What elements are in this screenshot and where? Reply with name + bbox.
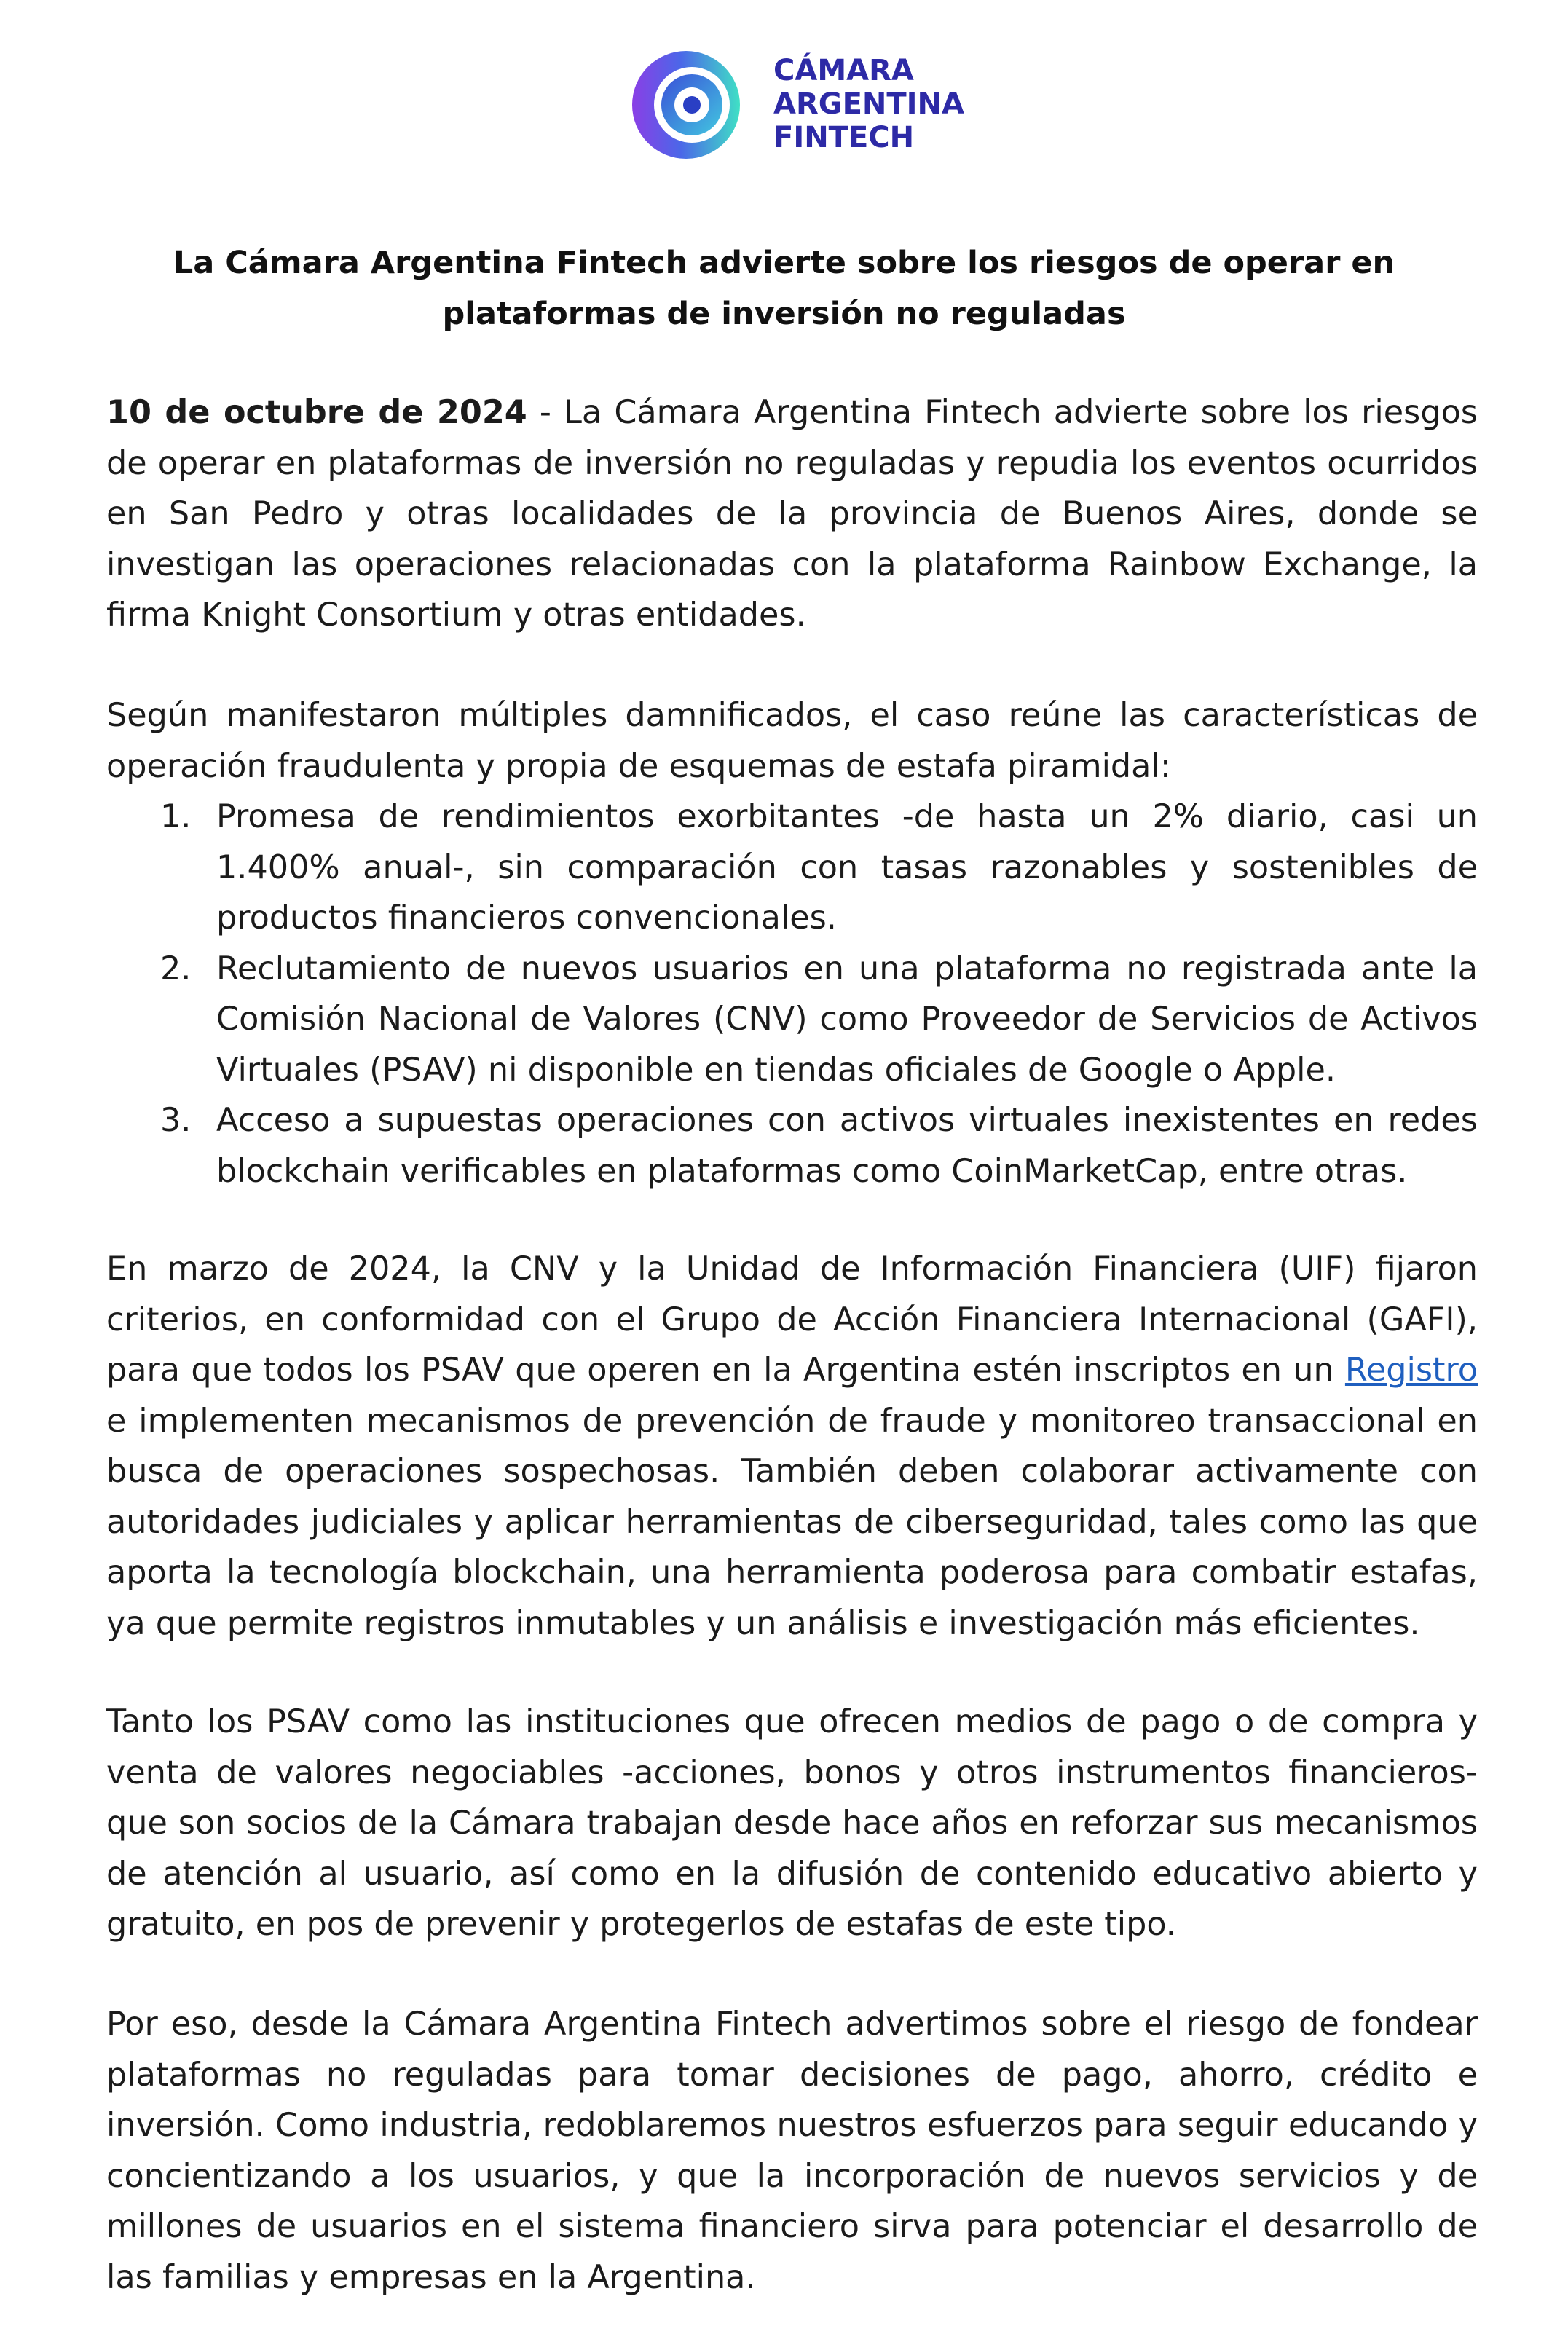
paragraph-characteristics <box>106 690 1478 792</box>
paragraph-members <box>106 1697 1478 1950</box>
brand-line-2: ARGENTINA <box>773 87 964 121</box>
registro-link[interactable]: Registro <box>1344 1352 1478 1389</box>
list-item-number: 3. <box>160 1102 192 1139</box>
list-item-text: Promesa de rendimientos exorbitantes -de hasta un 2% diario, casi un 1.400% anual-, sin comparación con tasas razonables y sostenibles de productos financieros convencionales. <box>216 798 1478 937</box>
regulation-text-after: e implementen mecanismos de prevención de fraude y monitoreo transaccional en busca de operaciones sospechosas. También deben colaborar activamente con autoridades judiciales y aplicar herramientas de ciberseguridad, tales como las que aporta la tecnología blockchain, una herramienta poderosa para combatir estafas, ya que permite registros inmutables y un análisis e investigación más eficientes. <box>106 1402 1478 1642</box>
intro-text: - La Cámara Argentina Fintech advierte sobre los riesgos de operar en plataformas de inversión no reguladas y repudia los eventos ocurridos en San Pedro y otras localidades de la provincia de Buenos Aires, donde se investigan las operaciones relacionadas con la plataforma Rainbow Exchange, la firma Knight Consortium y otras entidades. <box>106 394 1478 634</box>
regulation-text-before: En marzo de 2024, la CNV y la Unidad de Información Financiera (UIF) fijaron criterios, en conformidad con el Grupo de Acción Financiera Internacional (GAFI), para que todos los PSAV que operen en la Argentina estén inscriptos en un <box>106 1250 1478 1389</box>
list-item <box>106 792 1478 944</box>
fintech-ring-icon <box>625 48 749 162</box>
brand-logo <box>625 48 964 165</box>
paragraph-regulation <box>106 1244 1478 1649</box>
conclusion-text: Por eso, desde la Cámara Argentina Fintech advertimos sobre el riesgo de fondear plataformas no reguladas para tomar decisiones de pago, ahorro, crédito e inversión. Como industria, redoblaremos nuestros esfuerzos para seguir educando y concientizando a los usuarios, y que la incorporación de nuevos servicios y de millones de usuarios en el sistema financiero sirva para potenciar el desarrollo de las familias y empresas en la Argentina. <box>106 2006 1478 2296</box>
brand-line-3: FINTECH <box>773 121 915 154</box>
members-text: Tanto los PSAV como las instituciones que ofrecen medios de pago o de compra y venta de valores negociables -acciones, bonos y otros instrumentos financieros- que son socios de la Cámara trabajan desde hace años en reforzar sus mecanismos de atención al usuario, así como en la difusión de contenido educativo abierto y gratuito, en pos de prevenir y protegerlos de estafas de este tipo. <box>106 1703 1478 1943</box>
list-item-text: Acceso a supuestas operaciones con activos virtuales inexistentes en redes blockchain verificables en plataformas como CoinMarketCap, entre otras. <box>216 1102 1478 1190</box>
list-item-number: 1. <box>160 798 192 835</box>
paragraph-intro <box>106 387 1478 641</box>
press-date: 10 de octubre de 2024 <box>106 394 527 431</box>
list-item <box>106 1095 1478 1196</box>
paragraph-conclusion <box>106 1999 1478 2303</box>
page-title: La Cámara Argentina Fintech advierte sobre los riesgos de operar en plataformas de inversión no reguladas <box>173 245 1395 332</box>
list-item-number: 2. <box>160 950 192 987</box>
brand-wordmark <box>773 54 963 154</box>
list-item <box>106 944 1478 1096</box>
fraud-characteristics-list <box>106 792 1478 1196</box>
list-item-text: Reclutamiento de nuevos usuarios en una plataforma no registrada ante la Comisión Nacional de Valores (CNV) como Proveedor de Servicios de Activos Virtuales (PSAV) ni disponible en tiendas oficiales de Google o Apple. <box>216 950 1478 1089</box>
brand-line-1: CÁMARA <box>773 54 914 87</box>
characteristics-text: Según manifestaron múltiples damnificados, el caso reúne las características de operación fraudulenta y propia de esquemas de estafa piramidal: <box>106 697 1478 785</box>
